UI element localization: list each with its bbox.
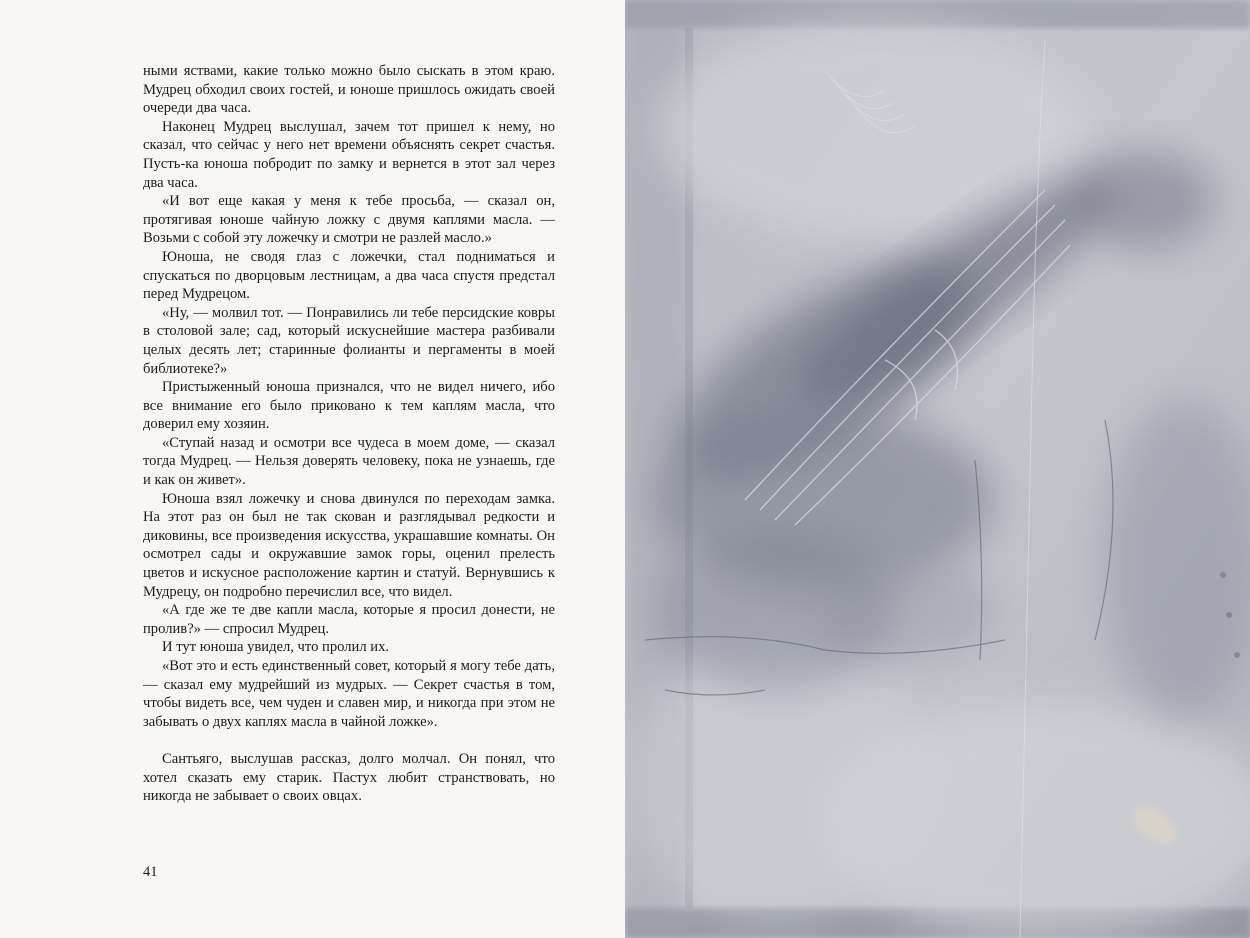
paragraph: Наконец Мудрец выслушал, зачем тот пришел к нему, но сказал, что сейчас у него нет времени объяснять секрет счастья. Пусть-ка юноша побродит по замку и вернется в этот зал через два часа. — [143, 118, 555, 191]
paragraph: «Вот это и есть единственный совет, который я могу тебе дать, — сказал ему мудрейший из мудрых. — Секрет счастья в том, чтобы видеть все, чем чуден и славен мир, и никогда при этом не забывать о двух каплях масла в чайной ложке». — [143, 658, 555, 730]
paragraph: «Ну, — молвил тот. — Понравились ли тебе персидские ковры в столовой зале; сад, который искуснейшие мастера разбивали целых десять лет; старинные фолианты и пергаменты в моей библиотеке?» — [143, 304, 555, 377]
paragraph: Юноша взял ложечку и снова двинулся по переходам замка. На этот раз он был не так скован и разглядывал редкости и диковины, все произведения искусства, украшавшие комнаты. Он осмотрел сады и окружавшие замок горы, оценил прелесть цветов и искусное расположение картин и статуй. Вернувшись к Мудрецу, он подробно перечислил все, что видел. — [143, 490, 555, 600]
paragraph: И тут юноша увидел, что пролил их. — [162, 639, 390, 656]
ink-wash-illustration — [625, 0, 1250, 938]
paragraph: «И вот еще какая у меня к тебе просьба, — сказал он, протягивая юноше чайную ложку с двумя каплями масла. — Возьми с собой эту ложечку и смотри не разлей масло.» — [143, 193, 555, 247]
page-number: 41 — [143, 864, 158, 880]
body-text — [143, 62, 555, 806]
illustration-page — [625, 0, 1250, 938]
paragraph: ными яствами, какие только можно было сыскать в этом краю. Мудрец обходил своих гостей, и юноше пришлось ожидать своей очереди два часа. — [143, 63, 555, 117]
paragraph: «Ступай назад и осмотри все чудеса в моем доме, — сказал тогда Мудрец. — Нельзя доверять человеку, пока не узнаешь, где и как он живет». — [143, 434, 555, 489]
paragraph: Сантьяго, выслушав рассказ, долго молчал. Он понял, что хотел сказать ему старик. Пастух любит странствовать, но никогда не забывает о своих овцах. — [143, 750, 555, 805]
paragraph: «А где же те две капли масла, которые я просил донести, не пролив?» — спросил Мудрец. — [143, 602, 555, 637]
paragraph: Юноша, не сводя глаз с ложечки, стал подниматься и спускаться по дворцовым лестницам, а два часа спустя предстал перед Мудрецом. — [143, 248, 555, 303]
paragraph: Пристыженный юноша признался, что не видел ничего, ибо все внимание его было приковано к тем каплям масла, что доверил ему хозяин. — [143, 379, 555, 433]
